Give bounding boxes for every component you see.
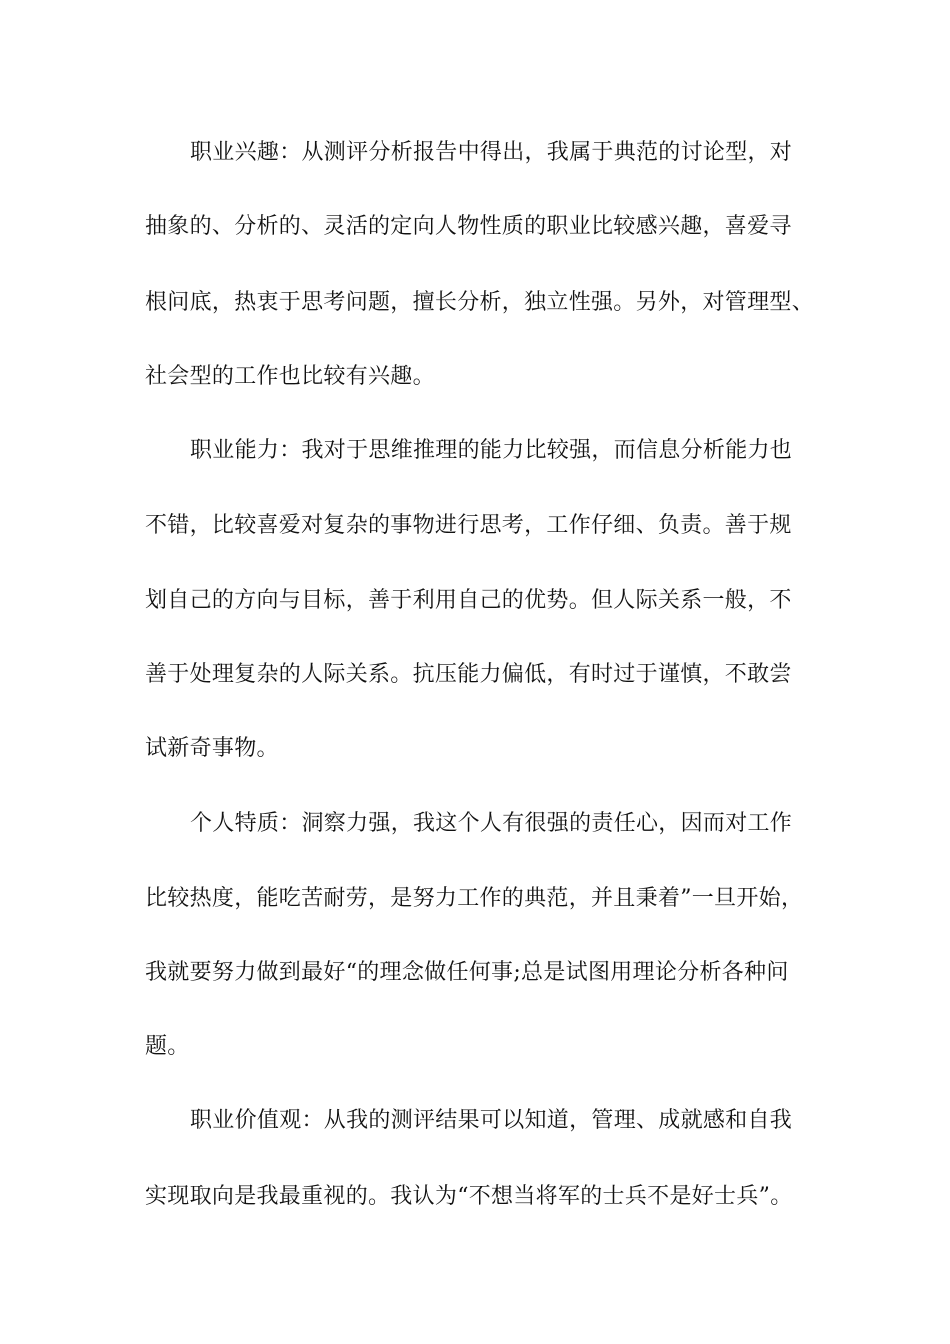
paragraph-3-line-3: 我就要努力做到最好“的理念做任何事;总是试图用理论分析各种问 (145, 960, 789, 985)
paragraph-4-line-2: 实现取向是我最重视的。我认为“不想当将军的士兵不是好士兵”。 (145, 1184, 793, 1209)
paragraph-3-line-1: 个人特质：洞察力强，我这个人有很强的责任心，因而对工作 (190, 811, 793, 836)
paragraph-2-line-5: 试新奇事物。 (145, 736, 279, 761)
paragraph-4-line-1: 职业价值观：从我的测评结果可以知道，管理、成就感和自我 (190, 1108, 793, 1133)
paragraph-3-line-2: 比较热度，能吃苦耐劳，是努力工作的典范，并且秉着”一旦开始， (145, 886, 804, 911)
paragraph-2-line-2: 不错，比较喜爱对复杂的事物进行思考，工作仔细、负责。善于规 (145, 513, 792, 538)
paragraph-1-line-1: 职业兴趣：从测评分析报告中得出，我属于典范的讨论型，对 (190, 140, 793, 165)
paragraph-1-line-4: 社会型的工作也比较有兴趣。 (145, 364, 435, 389)
paragraph-2-line-4: 善于处理复杂的人际关系。抗压能力偏低，有时过于谨慎，不敢尝 (145, 662, 792, 687)
paragraph-1-line-2: 抽象的、分析的、灵活的定向人物性质的职业比较感兴趣，喜爱寻 (145, 214, 792, 239)
paragraph-3-line-4: 题。 (145, 1034, 190, 1059)
paragraph-2-line-1: 职业能力：我对于思维推理的能力比较强，而信息分析能力也 (190, 438, 793, 463)
paragraph-1-line-3: 根问底，热衷于思考问题，擅长分析，独立性强。另外，对管理型、 (145, 290, 815, 315)
paragraph-2-line-3: 划自己的方向与目标，善于利用自己的优势。但人际关系一般，不 (145, 588, 792, 613)
